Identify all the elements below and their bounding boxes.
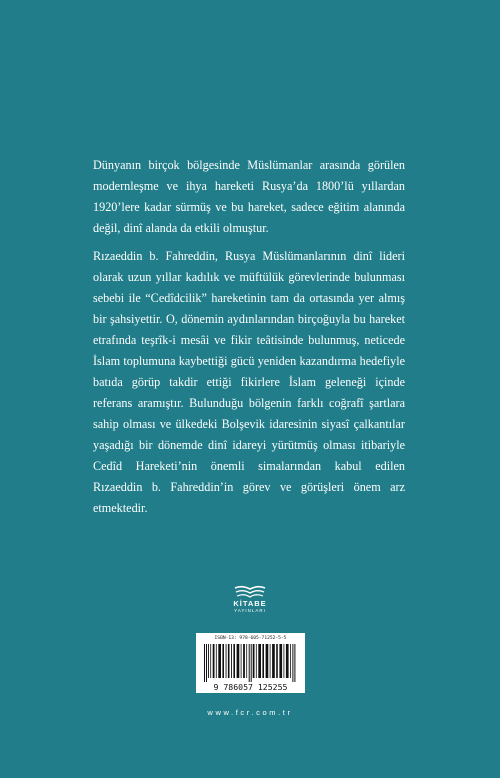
barcode-bar [206,644,207,682]
barcode-bar [210,644,211,678]
barcode-bar [294,644,295,682]
barcode-bar [241,644,242,678]
barcode-bar [233,644,235,678]
barcode-bar [272,644,275,678]
blurb-paragraph-1: Dünyanın birçok bölgesinde Müslümanlar arasında görülen modernleşme ve ihya hareketi Rusya’da 1800’lü yıllardan 1920’lere kadar sürmüş ve bu hareket, sadece eğitim alanında değil, dinî alanda da etkili olmuştur. [93,158,405,235]
barcode-bar [249,644,250,682]
open-book-icon [233,584,267,600]
barcode-bar [228,644,230,678]
publisher-name: KİTABE [233,599,267,608]
isbn-label: ISBN-13: 978-605-71252-5-5 [214,636,287,641]
barcode-bar [204,644,205,682]
barcode-bar [237,644,240,678]
barcode-bar [213,644,215,678]
barcode-number: 9 786057 125255 [213,682,288,692]
barcode-bar [246,644,247,678]
barcode-bar [218,644,221,678]
barcode-bar [286,644,289,678]
barcode-bar [226,644,227,678]
blurb-paragraph-2: Rızaeddin b. Fahreddin, Rusya Müslümanlarının dinî lideri olarak uzun yıllar kadılık ve müftülük görevlerinde bulunması sebebi ile “Cedîdcilik” hareketinin tam da ortasında yer almış bir şahsiyettir. O, dönemin aydınlarından birçoğuyla bu hareket etrafında teşrîk-i mesâi ve fikir teâtisinde bulunmuş, neticede İslam toplumuna kaybettiği gücü yeniden kazandırma hedefiyle batıda görüp takdir ettiği fikirlere İslam geleneği içinde referans aramıştır. Bulunduğu bölgenin farklı coğrafî şartlara sahip olması ve ülkedeki Bolşevik idaresinin siyasî çalkantılar yaşadığı bir dönemde dinî idareyi yürütmüş olması itibariyle Cedîd Hareketi’nin önemli simalarından kabul edilen Rızaeddin b. Fahreddin’in görev ve görüşleri önem arz etmektedir. [93,249,405,515]
publisher-logo [225,584,275,622]
barcode-bar [231,644,232,678]
barcode-bar [262,644,264,678]
barcode-bar [258,644,261,678]
barcode-bar [290,644,291,678]
barcode-bar [222,644,224,678]
barcode-bar [270,644,271,678]
publisher-subtitle: YAYINLARI [234,608,266,613]
barcode-bar [243,644,245,678]
barcode-bars [204,644,297,682]
barcode-bar [266,644,269,678]
website-url: www.fcr.com.tr [207,708,293,717]
barcode-bar [256,644,257,678]
isbn-barcode [196,633,305,693]
barcode-bar [276,644,278,678]
barcode-bar [208,644,209,678]
back-cover-blurb [93,155,405,526]
barcode-bar [292,644,293,682]
barcode-bar [216,644,217,678]
barcode-bar [284,644,285,678]
barcode-bar [251,644,252,682]
barcode-bar [279,644,282,678]
barcode-bar [253,644,255,678]
